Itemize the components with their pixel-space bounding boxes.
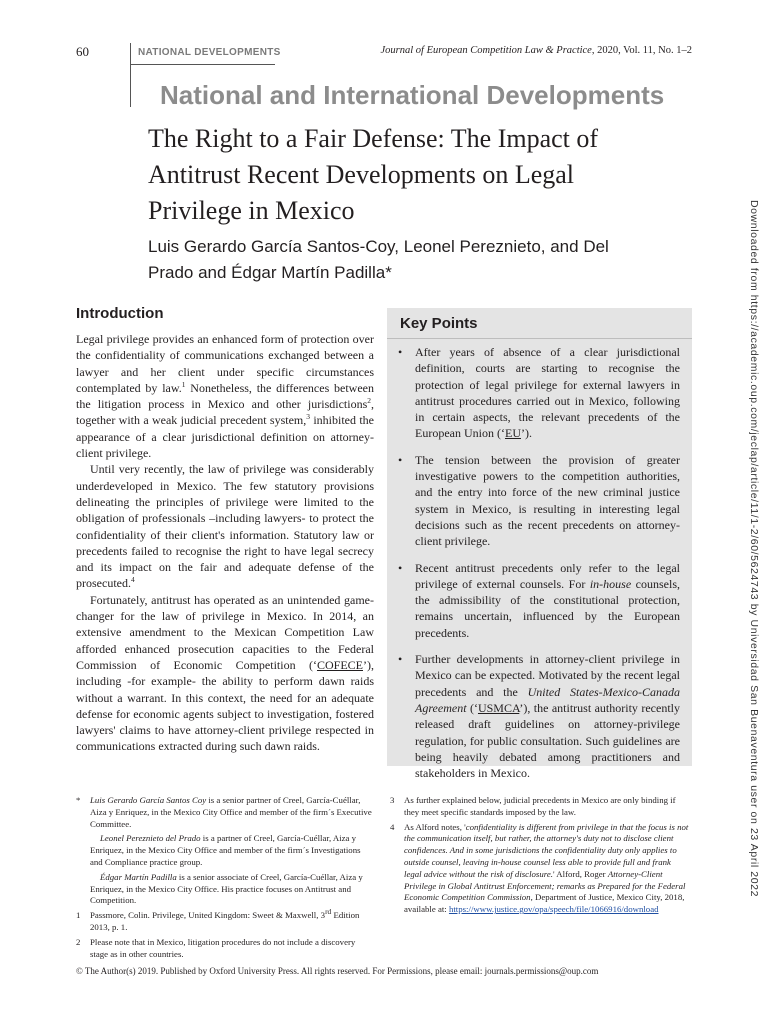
text-run: ' Alford, Roger xyxy=(552,868,608,879)
text-run: Nonetheless, the differences between the litigation process in Mexico and other jurisdictions xyxy=(76,380,374,412)
header-vertical-rule xyxy=(130,43,131,107)
text-run: is a partner of Creel, García-Cuéllar, Aiza y Enriquez, in the Mexico City Office and member of the firm´s Investigations and Compliance practice group. xyxy=(90,833,361,867)
copyright-notice: © The Author(s) 2019. Published by Oxford University Press. All rights reserved. For Permissions, please email: journals.permissions@oup.com xyxy=(76,966,599,976)
key-points-divider xyxy=(387,338,692,339)
key-point-item xyxy=(398,651,680,781)
footnote-author-2 xyxy=(76,833,374,868)
article-title: The Right to a Fair Defense: The Impact of Antitrust Recent Developments on Legal Privilege in Mexico xyxy=(148,124,599,225)
bullet-icon: • xyxy=(398,652,403,667)
text-run: Further developments in attorney-client privilege in Mexico can be expected. Motivated by the recent legal precedents and the xyxy=(415,652,680,699)
footnote-author-3 xyxy=(76,872,374,907)
text-run: ’), including -for example- the ability to perform dawn raids without a warrant. In this context, the need for an adequate defense for economic agents subject to investigation, fostered lawyers' claims to have attorney-client privilege respected in communications extracted during such dawn raids. xyxy=(76,657,374,754)
text-run: Leonel Pereznieto del Prado xyxy=(100,833,201,844)
text-run: rd xyxy=(325,907,332,917)
intro-paragraph-2 xyxy=(76,461,374,591)
abbreviation-cofece: COFECE xyxy=(316,657,363,672)
bullet-icon: • xyxy=(398,560,403,575)
abbreviation-usmca: USMCA xyxy=(477,700,520,715)
key-point-item xyxy=(398,452,680,550)
introduction-heading: Introduction xyxy=(76,305,164,322)
footnote-mark: * xyxy=(76,795,81,805)
text-run: inhibited the appearance of a clear jurisdictional definition on attorney-client privilege. xyxy=(76,413,374,461)
abbreviation-eu: EU xyxy=(504,426,521,441)
bullet-icon: • xyxy=(398,345,403,359)
key-point-item xyxy=(398,560,680,641)
key-points-heading: Key Points xyxy=(400,315,478,332)
footnote-mark: 4 xyxy=(390,821,395,832)
text-run: in-house xyxy=(589,576,632,591)
footnote-mark: 3 xyxy=(390,795,395,805)
text-run: is a senior partner of Creel, García-Cuéllar, Aiza y Enriquez, in the Mexico City Office and member of the firm´s Executive Committee. xyxy=(90,795,372,829)
footnote-4 xyxy=(390,822,690,916)
text-run: (‘ xyxy=(466,700,478,715)
text-run: counsels, the admissibility of the constitutional protection, remains uncertain, influenced by the European precedents. xyxy=(415,576,680,640)
intro-paragraph-3 xyxy=(76,592,374,755)
journal-name: Journal of European Competition Law & Practice xyxy=(380,45,592,56)
text-run: Edition 2013, p. 1. xyxy=(90,910,360,932)
text-run: , Department of Justice, Mexico City, 2018, available at: xyxy=(404,892,685,915)
text-run: Attorney-Client Privilege in Global Antitrust Enforcement; remarks as Prepared for the Federal Economic Competition Commission xyxy=(404,868,686,903)
justice-gov-link[interactable]: https://www.justice.gov/opa/speech/file/1066916/download xyxy=(448,904,659,915)
text-run: Legal privilege provides an enhanced form of protection over the confidentiality of communications exchanged between a lawyer and her client under specific circumstances contemplated by law. xyxy=(76,332,374,395)
key-points-list xyxy=(398,344,680,791)
text-run: After years of absence of a clear jurisdictional definition, courts are starting to recognise the protection of legal privilege for external lawyers in antitrust procedures carried out in Mexico, following in certain aspects, the relevant precedents of the European Union (‘ xyxy=(415,345,680,441)
page-number: 60 xyxy=(76,44,89,59)
text-run: As Alford notes, ' xyxy=(404,821,466,832)
section-banner: National and International Developments xyxy=(160,80,665,110)
download-notice: Downloaded from https://academic.oup.com/jeclap/article/11/1-2/60/5624743 by Universidad San Buenaventura user on 23 April 2022 xyxy=(748,200,760,898)
text-run: United States-Mexico-Canada Agreement xyxy=(415,684,680,715)
introduction-body xyxy=(76,331,374,755)
text-run: Luis Gerardo García Santos Coy xyxy=(90,795,207,805)
text-run: The tension between the provision of greater investigative powers to the competition authorities, and the entry into force of the new criminal justice system in Mexico, is resulting in interesting legal decisions such as the recent precedents on attorney-client privilege. xyxy=(415,452,680,549)
text-run: Édgar Martín Padilla xyxy=(100,871,177,882)
article-authors: Luis Gerardo García Santos-Coy, Leonel Pereznieto, and Del Prado and Édgar Martín Padilla* xyxy=(148,237,609,282)
footnote-1 xyxy=(76,907,374,934)
footnote-mark: 2 xyxy=(76,936,81,947)
text-run: ’). xyxy=(520,426,532,441)
text-run: is a senior associate of Creel, García-Cuéllar, Aiza y Enriquez, in the Mexico City Office. His practice focuses on Antitrust and Competition. xyxy=(90,871,363,906)
key-point-item xyxy=(398,344,680,442)
footnote-3 xyxy=(390,795,690,819)
text-run: Please note that in Mexico, litigation procedures do not include a discovery stage as in other countries. xyxy=(90,936,356,959)
footnote-ref-4[interactable]: 4 xyxy=(130,575,135,585)
text-run: Fortunately, antitrust has operated as an unintended game-changer for the law of privilege in Mexico. In 2014, an extensive amendment to the Mexican Competition Law afforded enhanced prosecution capacities to the Federal Commission of Economic Competition (‘ xyxy=(76,592,374,672)
text-run: confidentiality is different from privilege in that the focus is not the communication itself, but rather, the attorney's duty not to disclose client confidences. And in some jurisdictions the confidentiality duty only applies to outside counsel, leaving in-house counsel less able to provide full and frank legal advice without the risk of disclosure. xyxy=(404,821,689,879)
text-run: , together with a weak judicial precedent system, xyxy=(76,397,374,428)
journal-citation xyxy=(381,45,693,56)
footnote-ref-1[interactable]: 1 xyxy=(181,379,186,389)
bullet-icon: • xyxy=(398,452,403,467)
text-run: As further explained below, judicial precedents in Mexico are only binding if they meet specific standards imposed by the law. xyxy=(404,795,676,817)
footnotes-left xyxy=(76,795,374,963)
intro-paragraph-1 xyxy=(76,331,374,461)
text-run: ’), the antitrust authority recently released draft guidelines on attorney-privilege regulation, for public consultation. Such guidelines are being heavily debated among practitioners and stakeholders in Mexico. xyxy=(415,700,680,781)
download-sidebar xyxy=(748,200,762,980)
text-run: Until very recently, the law of privilege was considerably underdeveloped in Mexico. The few statutory provisions delineating the principles of privilege were limited to the obligation of professionals –including lawyers- to protect the confidentiality of their client's information. Statutory law or precedents failed to recognise the right to have legal secrecy and its impact on the fair and adequate defense of the prosecuted. xyxy=(76,462,374,591)
footnote-2 xyxy=(76,937,374,961)
header-horizontal-rule xyxy=(130,64,275,65)
footnotes-right xyxy=(390,795,690,919)
text-run: Recent antitrust precedents only refer to the legal privilege of external counsels. For xyxy=(415,560,680,591)
text-run: Passmore, Colin. Privilege, United Kingdom: Sweet & Maxwell, 3 xyxy=(90,910,326,921)
footnote-author-1 xyxy=(76,795,374,830)
journal-volume: , 2020, Vol. 11, No. 1–2 xyxy=(591,45,692,56)
footnote-mark: 1 xyxy=(76,910,81,921)
footnote-ref-3[interactable]: 3 xyxy=(306,412,310,422)
section-tag: NATIONAL DEVELOPMENTS xyxy=(138,47,281,58)
footnote-ref-2[interactable]: 2 xyxy=(367,396,371,406)
